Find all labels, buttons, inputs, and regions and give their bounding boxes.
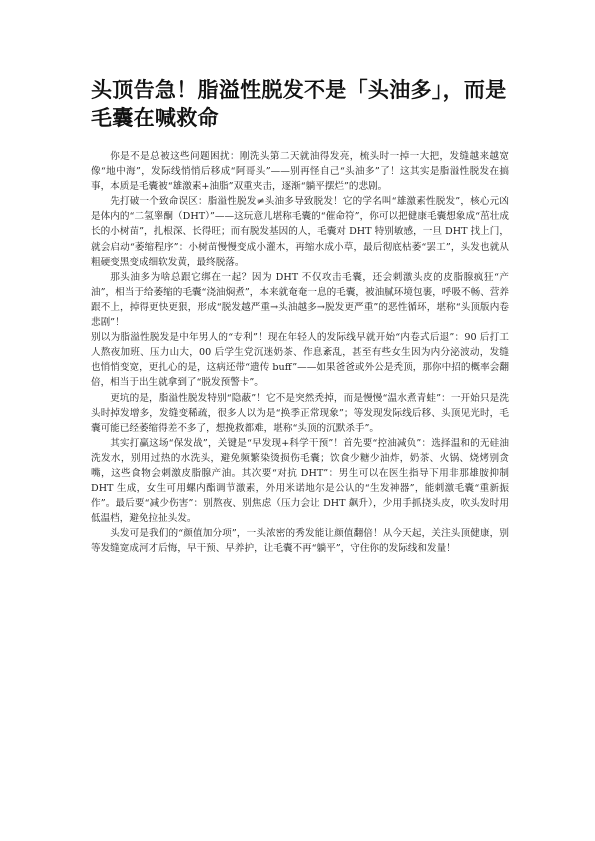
paragraph-symptoms: 你是不是总被这些问题困扰：刚洗头第二天就油得发亮，梳头时一掉一大把，发缝越来越宽像“地中海”，发际线悄悄后移成“阿哥头”——别再怪自己“头油多”了！这其实是脂溢性脱发在搞事，本质是毛囊被“雄激素+油脂”双重夹击，逐渐“躺平摆烂”的悲剧。 <box>91 151 509 193</box>
article-title: 头顶告急！脂溢性脱发不是「头油多」，而是毛囊在喊救命 <box>91 77 507 130</box>
article-body <box>91 149 509 557</box>
paragraph-misconception: 先打破一个致命误区：脂溢性脱发≠头油多导致脱发！它的学名叫“雄激素性脱发”，核心元凶是体内的“二氢睾酮（DHT）”——这玩意儿堪称毛囊的“催命符”，你可以把健康毛囊想象成“茁壮成长的小树苗”，扎根深、长得旺；而有脱发基因的人，毛囊对 DHT 特别敏感，一旦 DHT 找上门，就会启动“萎缩程序”：小树苗慢慢变成小灌木，再缩水成小草，最后彻底枯萎“罢工”，头发也就从粗硬变黑变成细软发黄，最终脱落。 <box>91 196 509 268</box>
paragraph-hidden-danger: 更坑的是，脂溢性脱发特别“隐蔽”！它不是突然秃掉，而是慢慢“温水煮青蛙”：一开始只是洗头时掉发增多，发缝变稀疏，很多人以为是“换季正常现象”；等发现发际线后移、头顶见光时，毛囊可能已经萎缩得差不多了，想挽救都难，堪称“头顶的沉默杀手”。 <box>91 392 509 434</box>
paragraph-conclusion: 头发可是我们的“颜值加分项”，一头浓密的秀发能让颜值翻倍！从今天起，关注头顶健康，别等发缝宽成河才后悔，早干预、早养护，让毛囊不再“躺平”，守住你的发际线和发量！ <box>91 528 509 555</box>
paragraph-treatment: 其实打赢这场“保发战”，关键是“早发现+科学干预”！首先要“控油减负”：选择温和的无硅油洗发水，别用过热的水洗头，避免频繁染烫损伤毛囊；饮食少糖少油炸，奶茶、火锅、烧烤别贪嘴，这些食物会刺激皮脂腺产油。其次要“对抗 DHT”：男生可以在医生指导下用非那雄胺抑制 DHT 生成，女生可用螺内酯调节激素，外用米诺地尔是公认的“生发神器”，能刺激毛囊“重新振作”。最后要“减少伤害”：别熬夜、别焦虑（压力会让 DHT 飙升），少用手抓挠头皮，吹头发时用低温档，避免拉扯头发。 <box>91 437 509 525</box>
paragraph-oil-cycle: 那头油多为啥总跟它绑在一起？因为 DHT 不仅攻击毛囊，还会刺激头皮的皮脂腺疯狂“产油”，相当于给萎缩的毛囊“浇油焖煮”，本来就奄奄一息的毛囊，被油腻环境包裹，呼吸不畅、营养跟不上，掉得更快更狠，形成“脱发越严重→头油越多→脱发更严重”的恶性循环，堪称“头顶版内卷悲剧”！ <box>91 271 509 329</box>
paragraph-young-people: 别以为脂溢性脱发是中年男人的“专利”！现在年轻人的发际线早就开始“内卷式后退”：90 后打工人熬夜加班、压力山大，00 后学生党沉迷奶茶、作息紊乱，甚至有些女生因为内分泌波动，发缝也悄悄变宽，更扎心的是，这病还带“遗传 buff”——如果爸爸或外公是秃顶，那你中招的概率会翻倍，相当于出生就拿到了“脱发预警卡”。 <box>91 332 509 389</box>
